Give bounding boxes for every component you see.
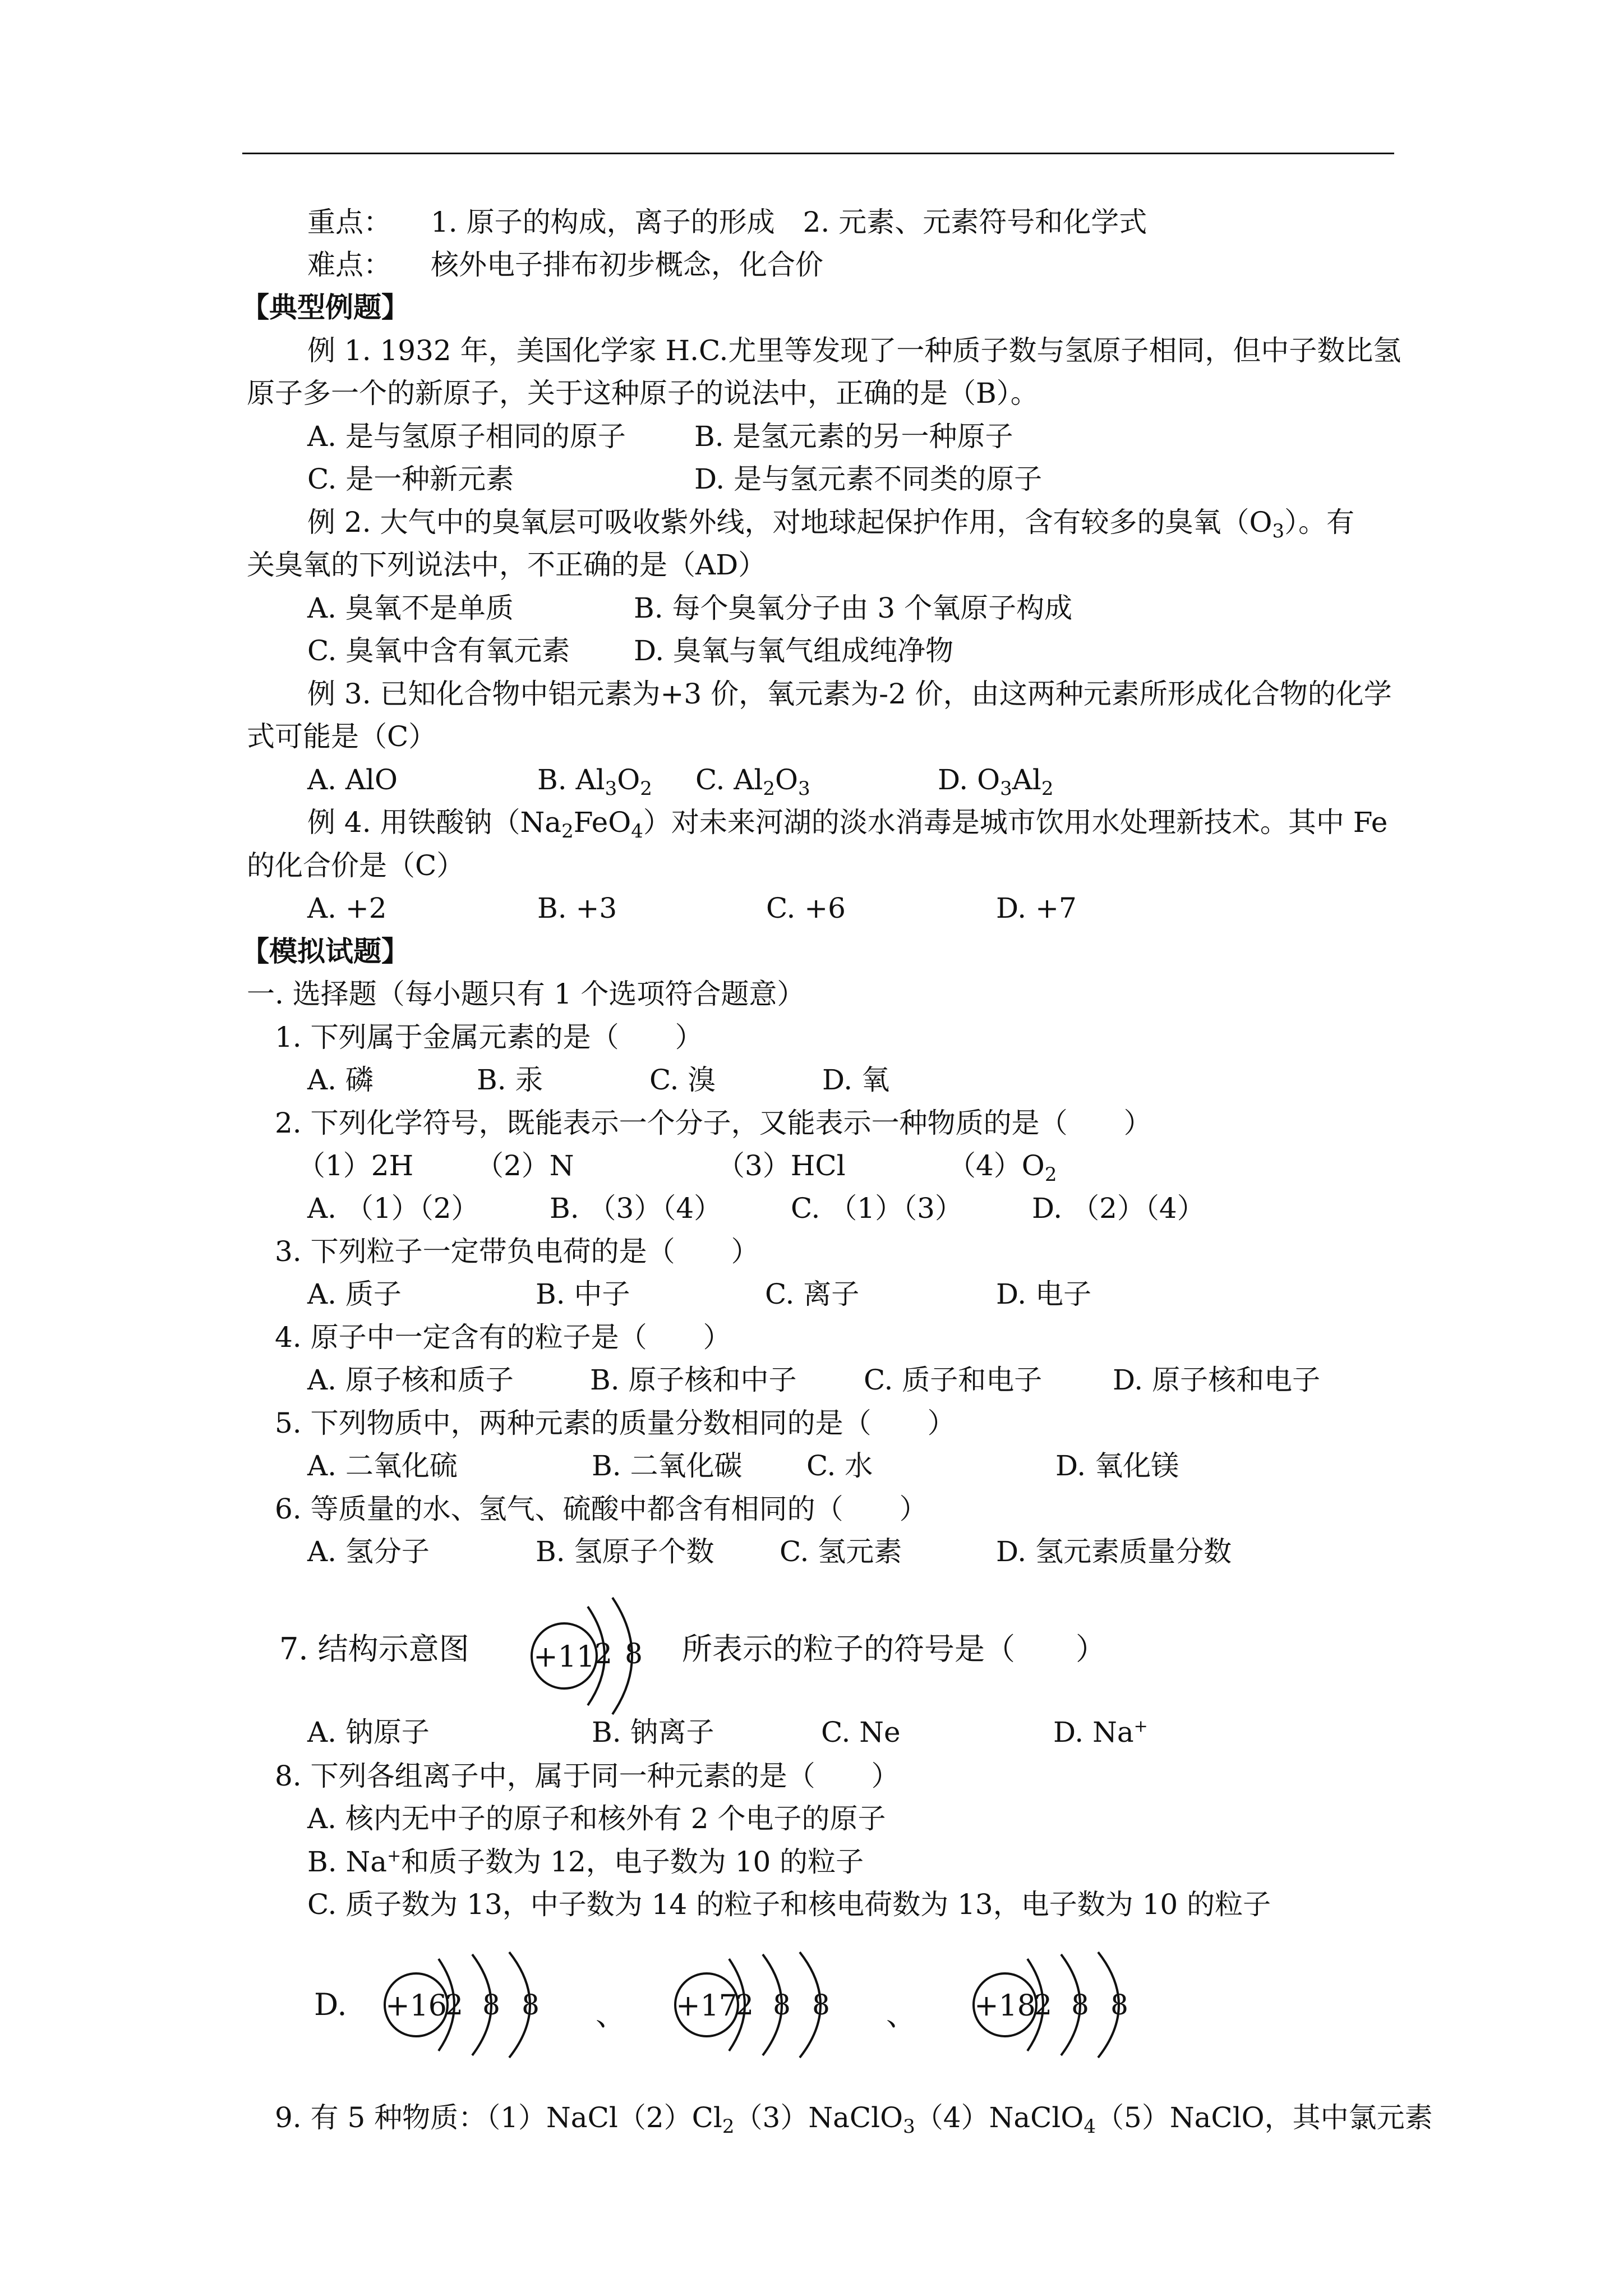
q9-sub-3: 4	[1083, 2115, 1096, 2138]
ex2-line1-tail: ）。有	[1284, 506, 1355, 539]
q7-option-a: A. 钠原子	[307, 1716, 430, 1749]
ex4-sub2: 4	[631, 820, 643, 843]
q1-stem: 1. 下列属于金属元素的是（ ）	[275, 1021, 703, 1053]
q7-option-d-text: D. Na	[1053, 1716, 1134, 1749]
q7-nucleus-label: +11	[533, 1640, 595, 1674]
difficult-label: 难点：	[307, 249, 391, 281]
q1-option-d: D. 氧	[822, 1064, 890, 1096]
q7-option-c: C. Ne	[821, 1716, 901, 1749]
q9-stem	[275, 2101, 1433, 2138]
q8-stem: 8. 下列各组离子中，属于同一种元素的是（ ）	[275, 1760, 900, 1792]
ex3-c-sub1: 2	[763, 777, 776, 800]
ex1-option-c: C. 是一种新元素	[307, 463, 514, 495]
q3-option-c: C. 离子	[765, 1278, 860, 1310]
q6-stem: 6. 等质量的水、氢气、硫酸中都含有相同的（ ）	[275, 1493, 928, 1525]
ex4-line1	[307, 806, 1388, 843]
q6-option-a: A. 氢分子	[307, 1535, 430, 1568]
section-1-title: 一. 选择题（每小题只有 1 个选项符合题意）	[247, 978, 805, 1010]
ex3-c-part1: C. Al	[695, 763, 763, 796]
ex3-b-sub2: 2	[640, 777, 652, 800]
ex2-line1-text: 例 2. 大气中的臭氧层可吸收紫外线，对地球起保护作用，含有较多的臭氧（O	[307, 506, 1272, 539]
q9-text-1: 9. 有 5 种物质：（1）NaCl（2）Cl	[275, 2101, 722, 2134]
q5-option-c: C. 水	[806, 1450, 873, 1482]
q6-option-d: D. 氢元素质量分数	[996, 1535, 1232, 1568]
ex1-option-a: A. 是与氢原子相同的原子	[307, 420, 626, 453]
ex3-b-part2: O	[617, 763, 640, 796]
ex3-d-part2: Al	[1012, 763, 1041, 796]
difficult-points-line	[307, 248, 823, 282]
ex3-d-part1: D. O	[938, 763, 1000, 796]
ex3-b-part1: B. Al	[537, 763, 605, 796]
ex3-d-sub1: 3	[1000, 777, 1012, 800]
q8-d3-shell-count: 8	[1110, 1989, 1128, 2021]
q5-option-b: B. 二氧化碳	[592, 1450, 743, 1482]
q8-option-b	[307, 1845, 864, 1879]
ex4-line1-tail: ）对未来河湖的淡水消毒是城市饮用水处理新技术。其中 Fe	[643, 806, 1388, 839]
q2-symbol-4	[948, 1149, 1057, 1186]
q4-stem: 4. 原子中一定含有的粒子是（ ）	[275, 1321, 731, 1354]
ex4-line1-text: 例 4. 用铁酸钠（Na	[307, 806, 562, 839]
ex4-sub1: 2	[561, 820, 574, 843]
ex1-line1: 例 1. 1932 年，美国化学家 H.C.尤里等发现了一种质子数与氢原子相同，但中子数比氢	[307, 334, 1401, 367]
q2-symbol-2: （2）N	[476, 1149, 574, 1182]
ex4-option-a: A. +2	[307, 892, 387, 924]
q8-atom-diagram-1	[376, 1941, 600, 2098]
key-points-line	[307, 205, 1147, 239]
q8-d3-shell-count: 2	[1034, 1989, 1052, 2021]
q3-option-a: A. 质子	[307, 1278, 402, 1310]
q2-option-d: D. （2）（4）	[1032, 1192, 1205, 1225]
ex2-option-c: C. 臭氧中含有氧元素	[307, 634, 570, 667]
q4-option-d: D. 原子核和电子	[1113, 1364, 1321, 1396]
q2-option-c: C. （1）（3）	[791, 1192, 963, 1225]
ex3-c-part2: O	[775, 763, 799, 796]
ex2-option-a: A. 臭氧不是单质	[307, 592, 514, 624]
q8-separator-1: 、	[596, 1997, 626, 2032]
q8-d2-nucleus-label: +17	[676, 1989, 737, 2023]
ex3-c-sub2: 3	[798, 777, 810, 800]
ex2-ozone-subscript: 3	[1272, 520, 1285, 542]
q7-option-d-sup: +	[1133, 1717, 1148, 1736]
ex2-line1	[307, 505, 1355, 542]
q8-d2-shell-count: 8	[773, 1989, 791, 2021]
ex4-option-b: B. +3	[537, 892, 617, 924]
q8-separator-2: 、	[886, 1997, 916, 2032]
ex4-line1-mid: FeO	[573, 806, 631, 839]
ex2-line2: 关臭氧的下列说法中，不正确的是（AD）	[247, 549, 767, 581]
mock-heading: 【模拟试题】	[241, 935, 409, 968]
ex3-option-a: A. AlO	[307, 763, 398, 796]
q8-d2-shell-count: 8	[812, 1989, 830, 2021]
ex4-option-d: D. +7	[996, 892, 1077, 924]
ex3-line1: 例 3. 已知化合物中铝元素为+3 价，氧元素为-2 价，由这两种元素所形成化合物的化学	[307, 678, 1392, 710]
q7-shell-count: 8	[625, 1637, 643, 1670]
ex4-option-c: C. +6	[766, 892, 846, 924]
q8-option-c: C. 质子数为 13，中子数为 14 的粒子和核电荷数为 13，电子数为 10 的粒子	[307, 1888, 1271, 1921]
ex4-line2: 的化合价是（C）	[247, 849, 465, 882]
q2-symbol-4-text: （4）O	[948, 1149, 1045, 1182]
q2-symbol-1: （1）2H	[297, 1149, 414, 1182]
header-rule	[242, 153, 1394, 154]
q4-option-a: A. 原子核和质子	[307, 1364, 514, 1396]
q1-option-b: B. 汞	[477, 1064, 543, 1096]
q8-option-d-label: D.	[314, 1987, 347, 2022]
q9-sub-2: 3	[903, 2115, 915, 2138]
q6-option-b: B. 氢原子个数	[536, 1535, 714, 1568]
q4-option-b: B. 原子核和中子	[590, 1364, 797, 1396]
q8-d1-shell-count: 8	[522, 1989, 540, 2021]
q2-symbol-3: （3）HCl	[717, 1149, 846, 1182]
q1-option-c: C. 溴	[649, 1064, 716, 1096]
ex1-option-b: B. 是氢元素的另一种原子	[694, 420, 1013, 453]
difficult-text: 核外电子排布初步概念，化合价	[431, 249, 823, 281]
q7-atom-diagram	[522, 1575, 679, 1732]
q1-option-a: A. 磷	[307, 1064, 374, 1096]
q8-option-b-symbol: B. Na	[307, 1846, 388, 1878]
q8-d2-shell-count: 2	[736, 1989, 754, 2021]
q9-text-2: （3）NaClO	[734, 2101, 903, 2134]
q9-text-4: （5）NaClO，其中氯元素	[1096, 2101, 1433, 2134]
ex3-option-b	[537, 763, 652, 800]
q5-option-d: D. 氧化镁	[1055, 1450, 1179, 1482]
ex2-option-b: B. 每个臭氧分子由 3 个氧原子构成	[634, 592, 1073, 624]
q7-option-d	[1053, 1715, 1148, 1749]
q4-option-c: C. 质子和电子	[864, 1364, 1043, 1396]
q3-option-d: D. 电子	[996, 1278, 1092, 1310]
q7-shell-count: 2	[594, 1637, 612, 1670]
q2-option-a: A. （1）（2）	[307, 1192, 479, 1225]
q8-option-b-sup: +	[387, 1846, 402, 1866]
examples-heading: 【典型例题】	[241, 291, 409, 324]
q7-option-b: B. 钠离子	[592, 1716, 714, 1749]
q2-symbol-4-sub: 2	[1044, 1163, 1057, 1186]
ex3-line2: 式可能是（C）	[247, 720, 437, 753]
q5-stem: 5. 下列物质中，两种元素的质量分数相同的是（ ）	[275, 1407, 956, 1439]
ex1-line2: 原子多一个的新原子，关于这种原子的说法中，正确的是（B）。	[247, 377, 1039, 409]
ex3-d-sub2: 2	[1041, 777, 1054, 800]
q8-d3-shell-count: 8	[1071, 1989, 1089, 2021]
q7-stem-end: 所表示的粒子的符号是（ ）	[682, 1631, 1106, 1667]
q5-option-a: A. 二氧化硫	[307, 1450, 458, 1482]
ex3-option-d	[938, 763, 1054, 800]
ex3-option-c	[695, 763, 810, 800]
key-points-text: 1. 原子的构成，离子的形成 2. 元素、元素符号和化学式	[431, 206, 1147, 238]
ex3-b-sub1: 3	[605, 777, 617, 800]
q3-option-b: B. 中子	[536, 1278, 630, 1310]
q8-d3-nucleus-label: +18	[974, 1989, 1036, 2023]
q8-atom-diagram-2	[666, 1941, 891, 2098]
ex2-option-d: D. 臭氧与氧气组成纯净物	[634, 634, 954, 667]
q8-option-b-text: 和质子数为 12，电子数为 10 的粒子	[401, 1846, 864, 1878]
q2-stem: 2. 下列化学符号，既能表示一个分子，又能表示一种物质的是（ ）	[275, 1107, 1152, 1139]
q8-option-a: A. 核内无中子的原子和核外有 2 个电子的原子	[307, 1802, 886, 1835]
q8-d1-shell-count: 8	[482, 1989, 500, 2021]
q8-atom-diagram-3	[965, 1941, 1189, 2098]
q9-sub-1: 2	[722, 2115, 735, 2138]
q7-stem-start: 7. 结构示意图	[279, 1631, 469, 1667]
q2-option-b: B. （3）（4）	[550, 1192, 722, 1225]
key-points-label: 重点：	[307, 206, 391, 238]
q9-text-3: （4）NaClO	[915, 2101, 1084, 2134]
ex1-option-d: D. 是与氢元素不同类的原子	[694, 463, 1043, 495]
q8-d1-nucleus-label: +16	[385, 1989, 447, 2023]
q3-stem: 3. 下列粒子一定带负电荷的是（ ）	[275, 1235, 759, 1268]
q8-d1-shell-count: 2	[445, 1989, 463, 2021]
q6-option-c: C. 氢元素	[780, 1535, 902, 1568]
